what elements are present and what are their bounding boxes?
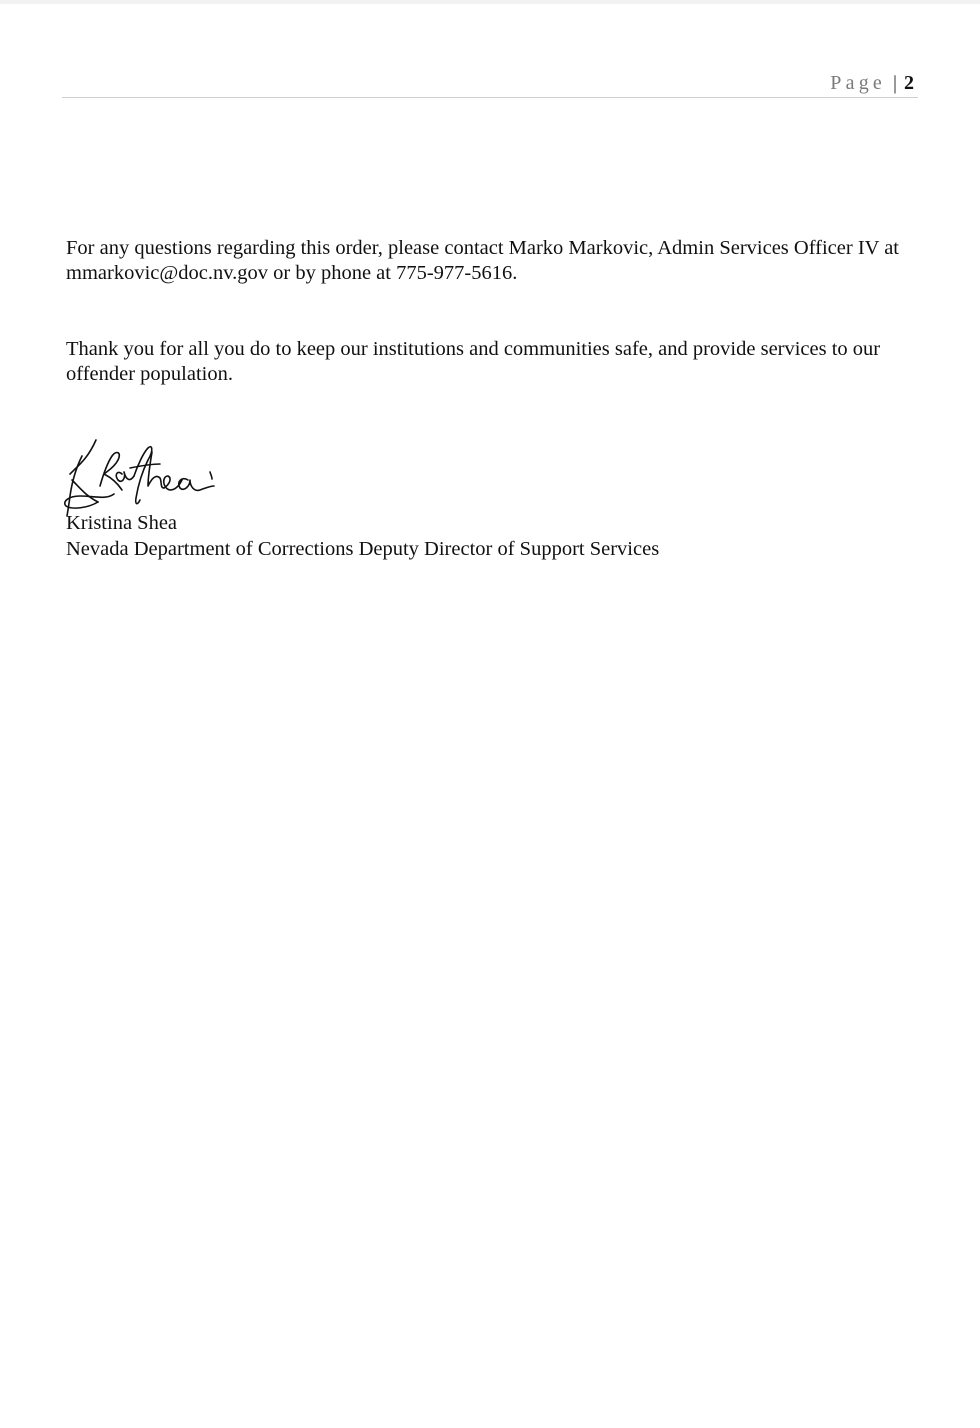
page-header (62, 66, 918, 98)
signer-name: Kristina Shea (66, 512, 178, 534)
thank-you-paragraph: Thank you for all you do to keep our institutions and communities safe, and provide services to our offender population. (66, 338, 881, 385)
handwritten-signature (60, 434, 220, 520)
signer-title: Nevada Department of Corrections Deputy Director of Support Services (66, 538, 660, 560)
page-number-label (830, 72, 914, 94)
contact-paragraph: For any questions regarding this order, please contact Marko Markovic, Admin Services Officer IV at mmarkovic@doc.nv.gov or by phone at 775-977-5616. (66, 237, 900, 284)
page-word: Page (830, 72, 886, 94)
page-number: 2 (904, 72, 914, 94)
page-separator: | (892, 72, 897, 94)
page-top-edge (0, 0, 980, 4)
